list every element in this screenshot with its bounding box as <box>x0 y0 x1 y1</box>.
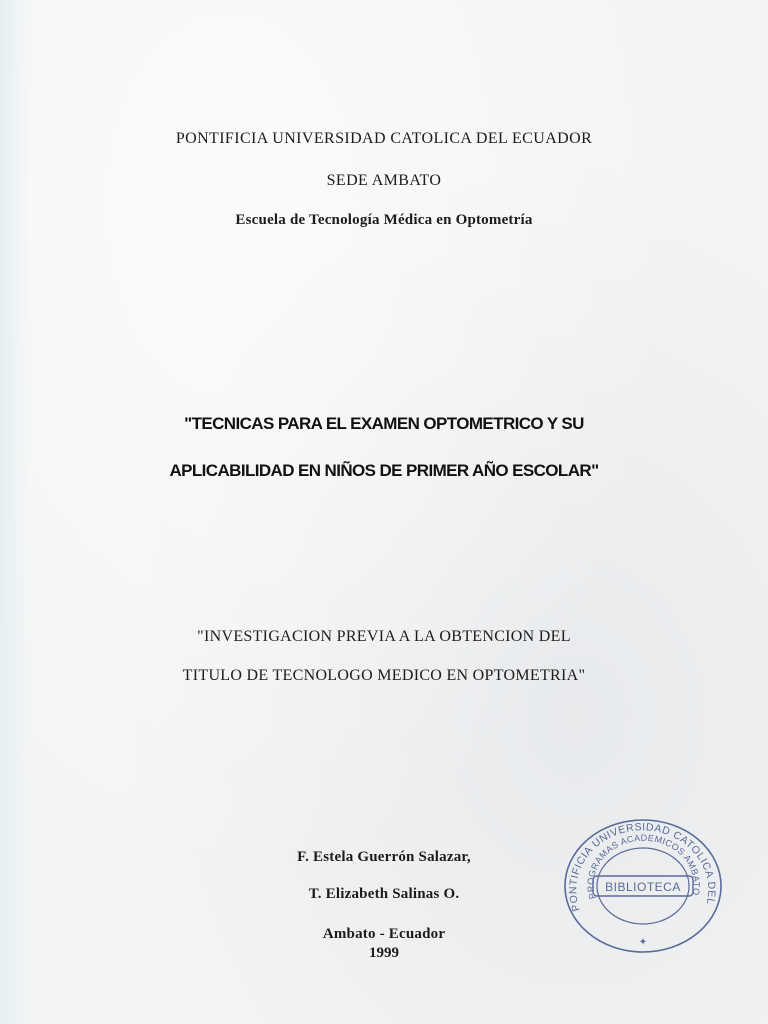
stamp-center-text: BIBLIOTECA <box>605 880 681 894</box>
thesis-title-line-1: "TECNICAS PARA EL EXAMEN OPTOMETRICO Y SU <box>184 414 584 433</box>
place: Ambato - Ecuador <box>322 926 446 942</box>
campus-name: SEDE AMBATO <box>326 172 442 189</box>
school-name: Escuela de Tecnología Médica en Optometría <box>235 212 533 228</box>
author-1: F. Estela Guerrón Salazar, <box>297 849 471 865</box>
stamp-inner-text: PROGRAMAS ACADEMICOS AMBATO <box>585 832 702 901</box>
author-2: T. Elizabeth Salinas O. <box>308 886 460 902</box>
degree-line-1: "INVESTIGACION PREVIA A LA OBTENCION DEL <box>197 628 571 645</box>
stamp-mark-icon: ✦ <box>638 937 648 948</box>
stamp-outer-text: PONTIFICIA UNIVERSIDAD CATOLICA DEL <box>567 821 718 913</box>
thesis-title-line-2: APLICABILIDAD EN NIÑOS DE PRIMER AÑO ESCOLAR" <box>169 461 599 480</box>
library-stamp <box>560 814 726 960</box>
degree-line-2: TITULO DE TECNOLOGO MEDICO EN OPTOMETRIA" <box>182 667 586 684</box>
page-edge-shadow <box>0 0 30 1024</box>
year: 1999 <box>369 945 399 961</box>
institution-name: PONTIFICIA UNIVERSIDAD CATOLICA DEL ECUADOR <box>175 130 593 147</box>
